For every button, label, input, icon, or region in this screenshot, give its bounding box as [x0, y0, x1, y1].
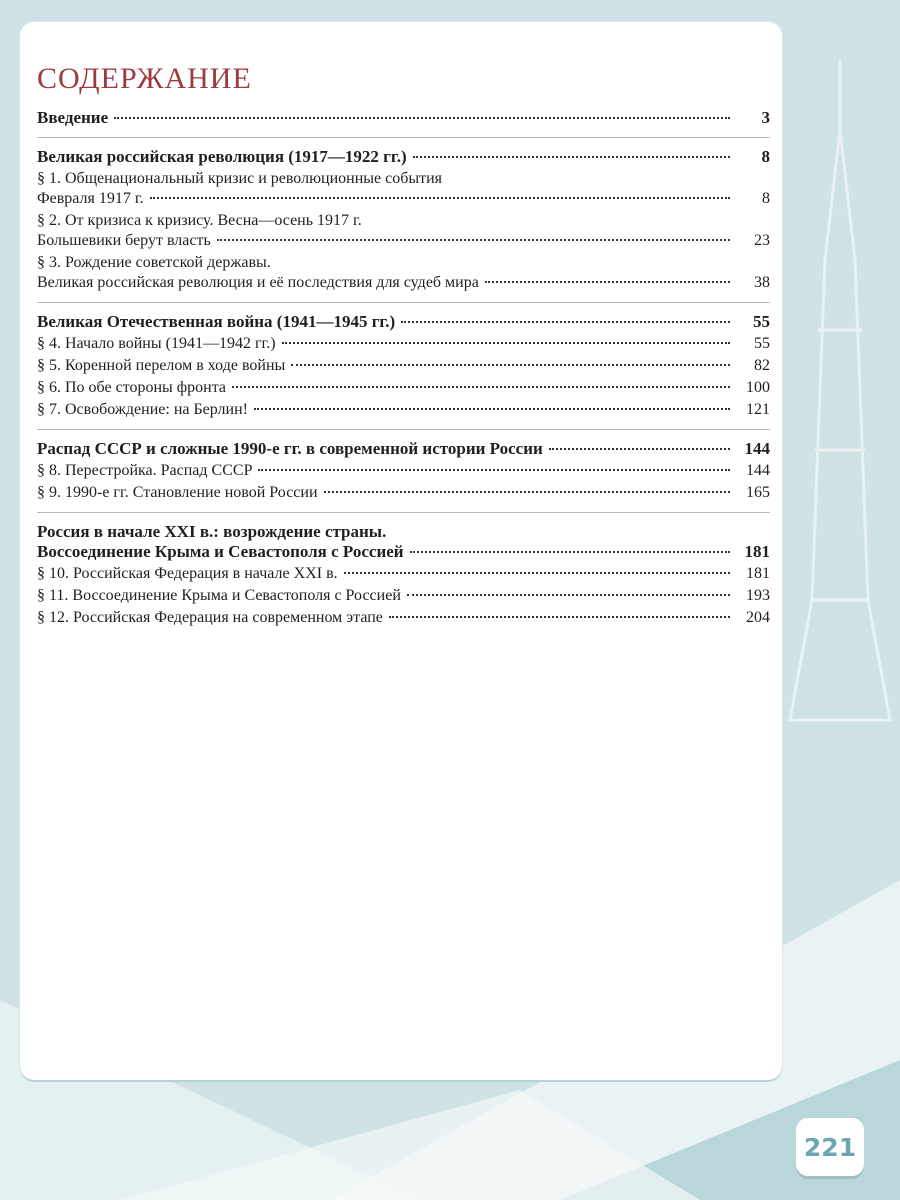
- dot-leader: [485, 281, 730, 283]
- toc-chapter-entry[interactable]: [37, 147, 770, 167]
- rocket-illustration: [790, 60, 890, 720]
- toc-page-number: 8: [761, 147, 770, 166]
- toc-page-number: 121: [746, 401, 770, 418]
- toc-entry-text: Великая Отечественная война (1941—1945 гг.): [37, 312, 396, 331]
- toc-paragraph-entry[interactable]: [37, 400, 770, 420]
- table-of-contents: [37, 108, 770, 628]
- toc-paragraph-entry[interactable]: [37, 169, 770, 209]
- toc-page-number: 23: [754, 232, 770, 249]
- toc-page-number: 144: [744, 439, 770, 458]
- toc-chapter-entry[interactable]: [37, 108, 770, 128]
- dot-leader: [413, 156, 730, 158]
- toc-page-number: 181: [746, 565, 770, 582]
- dot-leader: [401, 321, 730, 323]
- dot-leader: [389, 616, 730, 618]
- toc-page-number: 100: [746, 379, 770, 396]
- toc-entry-text: § 7. Освобождение: на Берлин!: [37, 401, 248, 418]
- toc-entry-text: § 12. Российская Федерация на современном этапе: [37, 609, 383, 626]
- toc-page-number: 3: [761, 108, 770, 127]
- dot-leader: [410, 551, 730, 553]
- toc-page-number: 165: [746, 484, 770, 501]
- toc-paragraph-entry[interactable]: [37, 608, 770, 628]
- toc-entry-text: Введение: [37, 108, 109, 127]
- toc-page-number: 82: [754, 357, 770, 374]
- toc-paragraph-entry[interactable]: [37, 586, 770, 606]
- dot-leader: [258, 469, 730, 471]
- toc-paragraph-entry[interactable]: [37, 483, 770, 503]
- toc-entry-text: § 8. Перестройка. Распад СССР: [37, 462, 253, 479]
- toc-paragraph-entry[interactable]: [37, 564, 770, 584]
- dot-leader: [291, 364, 730, 366]
- toc-chapter-entry[interactable]: [37, 312, 770, 332]
- toc-page-number: 55: [753, 312, 770, 331]
- toc-page-number: 193: [746, 587, 770, 604]
- toc-entry-text: § 4. Начало войны (1941—1942 гг.): [37, 335, 276, 352]
- toc-paragraph-entry[interactable]: [37, 334, 770, 354]
- toc-page-number: 38: [754, 274, 770, 291]
- toc-chapter-entry[interactable]: [37, 439, 770, 459]
- section-divider: [37, 137, 770, 138]
- toc-entry-text: Россия в начале XXI в.: возрождение страны.: [37, 522, 387, 541]
- dot-leader: [324, 491, 730, 493]
- page-title: СОДЕРЖАНИЕ: [37, 62, 252, 95]
- dot-leader: [232, 386, 730, 388]
- dot-leader: [407, 594, 730, 596]
- toc-entry-text: Большевики берут власть: [37, 232, 211, 249]
- toc-chapter-entry[interactable]: [37, 522, 770, 562]
- toc-page-number: 55: [754, 335, 770, 352]
- dot-leader: [217, 239, 730, 241]
- dot-leader: [150, 197, 730, 199]
- section-divider: [37, 302, 770, 303]
- toc-paragraph-entry[interactable]: [37, 356, 770, 376]
- toc-entry-text: § 6. По обе стороны фронта: [37, 379, 226, 396]
- toc-page-number: 181: [744, 542, 770, 561]
- toc-entry-text: § 11. Воссоединение Крыма и Севастополя с Россией: [37, 587, 401, 604]
- dot-leader: [549, 448, 730, 450]
- toc-entry-text: Февраля 1917 г.: [37, 190, 144, 207]
- dot-leader: [254, 408, 730, 410]
- page-number-badge: 221: [796, 1118, 864, 1176]
- section-divider: [37, 429, 770, 430]
- toc-entry-text: § 1. Общенациональный кризис и революционные события: [37, 170, 443, 187]
- dot-leader: [344, 572, 730, 574]
- section-divider: [37, 512, 770, 513]
- toc-paragraph-entry[interactable]: [37, 253, 770, 293]
- toc-entry-text: § 5. Коренной перелом в ходе войны: [37, 357, 286, 374]
- toc-entry-text: Воссоединение Крыма и Севастополя с Россией: [37, 542, 404, 561]
- toc-entry-text: § 9. 1990-е гг. Становление новой России: [37, 484, 318, 501]
- toc-paragraph-entry[interactable]: [37, 211, 770, 251]
- toc-entry-text: Распад СССР и сложные 1990-е гг. в современной истории России: [37, 439, 543, 458]
- toc-entry-text: Великая российская революция (1917—1922 гг.): [37, 147, 407, 166]
- toc-entry-text: Великая российская революция и её последствия для судеб мира: [37, 274, 479, 291]
- toc-entry-text: § 2. От кризиса к кризису. Весна—осень 1917 г.: [37, 212, 362, 229]
- toc-entry-text: § 10. Российская Федерация в начале XXI в.: [37, 565, 338, 582]
- toc-entry-text: § 3. Рождение советской державы.: [37, 254, 271, 271]
- dot-leader: [114, 117, 730, 119]
- dot-leader: [282, 342, 730, 344]
- toc-paragraph-entry[interactable]: [37, 461, 770, 481]
- toc-page-number: 204: [746, 609, 770, 626]
- toc-page-number: 8: [762, 190, 770, 207]
- toc-page-number: 144: [746, 462, 770, 479]
- toc-paragraph-entry[interactable]: [37, 378, 770, 398]
